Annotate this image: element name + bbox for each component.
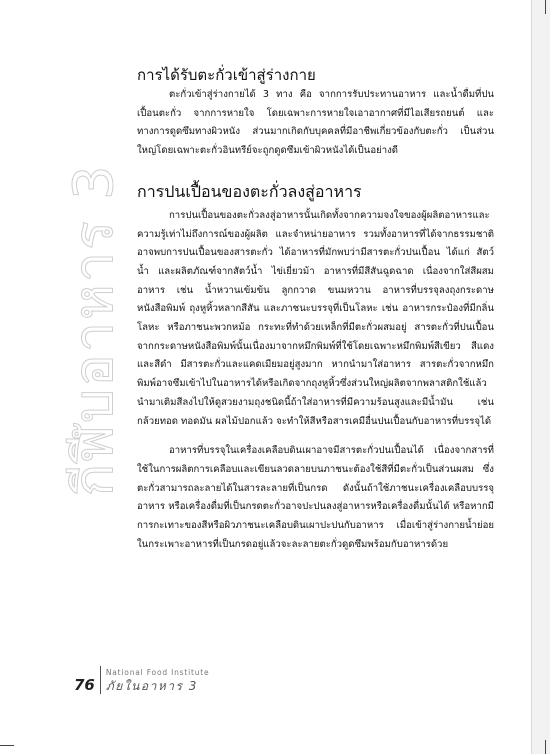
page-footer: [74, 664, 209, 694]
paragraph-gap: [137, 431, 494, 442]
side-watermark-text: กีฬีบอาหาร 3: [62, 163, 125, 497]
crop-mark-bottom-left: [0, 745, 14, 746]
side-watermark: [58, 120, 128, 540]
section-heading: การปนเปื้อนของตะกั่วลงสู่อาหาร: [137, 181, 362, 201]
page-number: 76: [74, 676, 95, 694]
section-lead-intake: [137, 64, 494, 161]
paragraph: อาหารที่บรรจุในเครื่องเคลือบดินเผาอาจมีสารตะกั่วปนเปื้อนได้ เนื่องจากสารที่ใช้ในการผลิตการเคลือบและเขียนลวดลายบนภาชนะต้องใช้สีที่มีตะกั่วเป็นส่วนผสม ซึ่งตะกั่วสามารถละลายได้ในสารละลายที่เป็นกรด ดังนั้นถ้าใช้ภาชนะเครื่องเคลือบบรรจุอาหาร หรือเครื่องดื่มที่เป็นกรดตะกั่วอาจปะปนลงสู่อาหารหรือเครื่องดื่มนั้นได้ หรือหากมีการกะเทาะของสีหรือผิวภาชนะเคลือบดินเผาปะปนกับอาหาร เมื่อเข้าสู่ร่างกายน้ำย่อยในกระเพาะอาหารที่เป็นกรดอยู่แล้วจะละลายตะกั่วดูดซึมพร้อมกับอาหารด้วย: [137, 445, 494, 550]
footer-institute-name: National Food Institute: [105, 668, 210, 677]
article-body: [137, 64, 494, 554]
crop-mark-bottom-right: [545, 740, 546, 754]
footer-text: [106, 668, 210, 694]
paragraph: ตะกั่วเข้าสู่ร่างกายได้ 3 ทาง คือ จากการรับประทานอาหาร และน้ำดื่มที่ปนเปื้อนตะกั่ว จากการหายใจ โดยเฉพาะการหายใจเอาอากาศที่มีไอเสียรถยนต์ และทางการดูดซึมทางผิวหนัง ส่วนมากเกิดกับบุคคลที่มีอาชีพเกี่ยวข้องกับตะกั่ว เป็นส่วนใหญ่โดยเฉพาะตะกั่วอินทรีย์จะถูกดูดซึมเข้าผิวหนังได้เป็นอย่างดี: [137, 89, 494, 157]
paragraph: การปนเปื้อนของตะกั่วลงสู่อาหารนั้นเกิดทั้งจากความจงใจของผู้ผลิตอาหารและความรู้เท่าไม่ถึงการณ์ของผู้ผลิต และจำหน่ายอาหาร รวมทั้งอาหารที่ได้จากธรรมชาติอาจพบการปนเปื้อนของสารตะกั่ว ได้อาหารที่มักพบว่ามีสารตะกั่วปนเปื้อน ได้แก่ สัตว์น้ำ และผลิตภัณฑ์จากสัตว์น้ำ ไข่เยี่ยวม้า อาหารที่มีสีสันฉูดฉาด เนื่องจากใส่สีผสมอาหาร เช่น น้ำหวานเข้มข้น ลูกกวาด ขนมหวาน อาหารที่บรรจุลงถุงกระดาษหนังสือพิมพ์ ถุงหูหิ้วหลากสีสัน และภาชนะบรรจุที่เป็นโลหะ เช่น อาหารกระป๋องที่มีกลิ่นโลหะ หรือภาชนะพวกหม้อ กระทะที่ทำด้วยเหล็กที่มีตะกั่วผสมอยู่ สารตะกั่วที่ปนเปื้อนจากกระดาษหนังสือพิมพ์นั้นเนื่องมาจากหมึกพิมพ์ที่ใช้โดยเฉพาะหมึกพิมพ์สีเขียว สีแดง และสีดำ มีสารตะกั่วและแคดเมียมอยู่สูงมาก หากนำมาใส่อาหาร สารตะกั่วจากหมึกพิมพ์อาจซึมเข้าไปในอาหารได้หรือเกิดจากถุงหูหิ้วซึ่งส่วนใหญ่ผลิตจากพลาสติกใช้แล้ว นำมาเติมสีลงไปให้ดูสวยงามถุงชนิดนี้ถ้าใส่อาหารที่มีความร้อนสูงและมีน้ำมัน เช่น กล้วยทอด ทอดมัน ผลไม้ปอกแล้ว จะทำให้สีหรือสารเคมีอื่นปนเปื้อนกับอาหารที่บรรจุได้: [137, 209, 494, 427]
section-heading: การได้รับตะกั่วเข้าสู่ร่างกาย: [137, 66, 316, 84]
footer-divider: [100, 666, 101, 694]
page-edge: [531, 0, 550, 754]
footer-publication-title: ภัยในอาหาร 3: [105, 679, 198, 693]
section-lead-contamination: [137, 181, 494, 555]
crop-mark-top-right: [545, 0, 546, 14]
